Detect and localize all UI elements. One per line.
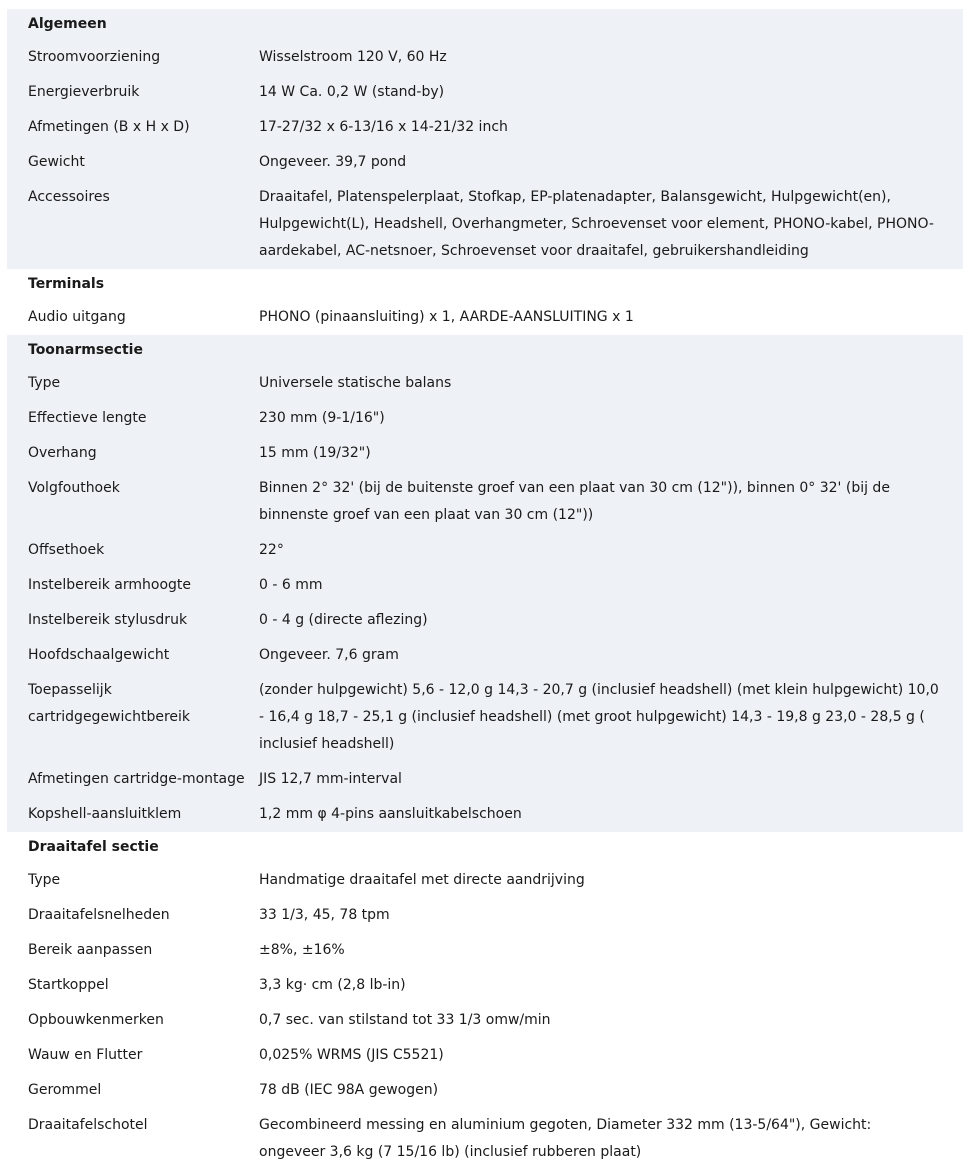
- spec-value: JIS 12,7 mm-interval: [259, 771, 402, 787]
- spec-value: 0,7 sec. van stilstand tot 33 1/3 omw/min: [259, 1012, 551, 1028]
- spec-row: [7, 1073, 963, 1108]
- spec-section: [7, 269, 963, 335]
- spec-value: Ongeveer. 39,7 pond: [259, 154, 407, 170]
- spec-value: Draaitafel, Platenspelerplaat, Stofkap, EP-platenadapter, Balansgewicht, Hulpgewicht(en), Hulpgewicht(L), Headshell, Overhangmeter, Schroevenset voor element, PHONO-kabel, PHONO-aardekabel, AC-netsnoer, Schroevenset voor draaitafel, gebruikershandleiding: [259, 189, 934, 259]
- spec-value: Handmatige draaitafel met directe aandrijving: [259, 872, 585, 888]
- spec-row: [7, 180, 963, 269]
- spec-row: [7, 863, 963, 898]
- spec-row: [7, 75, 963, 110]
- spec-row: [7, 1038, 963, 1073]
- spec-row: [7, 533, 963, 568]
- spec-row: [7, 673, 963, 762]
- spec-row: [7, 933, 963, 968]
- spec-label: Type: [28, 375, 61, 391]
- spec-row: [7, 603, 963, 638]
- spec-section: [7, 335, 963, 832]
- spec-value: 3,3 kg· cm (2,8 lb-in): [259, 977, 406, 993]
- spec-label: Wauw en Flutter: [28, 1047, 143, 1063]
- spec-row: [7, 638, 963, 673]
- spec-row: [7, 300, 963, 335]
- spec-label: Draaitafelsnelheden: [28, 907, 170, 923]
- section-title: Draaitafel sectie: [28, 839, 159, 855]
- spec-value: 230 mm (9-1/16"): [259, 410, 385, 426]
- spec-label: Type: [28, 872, 61, 888]
- spec-value: 15 mm (19/32"): [259, 445, 371, 461]
- spec-value: (zonder hulpgewicht) 5,6 - 12,0 g 14,3 - 20,7 g (inclusief headshell) (met klein hulpgewicht) 10,0 - 16,4 g 18,7 - 25,1 g (inclusief headshell) (met groot hulpgewicht) 14,3 - 19,8 g 23,0 - 28,5 g ( inclusief headshell): [259, 682, 939, 752]
- spec-value: 14 W Ca. 0,2 W (stand-by): [259, 84, 445, 100]
- spec-value: ±8%, ±16%: [259, 942, 345, 958]
- spec-label: Accessoires: [28, 189, 110, 205]
- section-title: Algemeen: [28, 16, 107, 32]
- spec-table: [7, 9, 963, 1170]
- spec-label: Instelbereik armhoogte: [28, 577, 192, 593]
- spec-row: [7, 797, 963, 832]
- spec-label: Stroomvoorziening: [28, 49, 161, 65]
- spec-row: [7, 436, 963, 471]
- spec-row: [7, 968, 963, 1003]
- spec-label: Offsethoek: [28, 542, 105, 558]
- spec-value: Ongeveer. 7,6 gram: [259, 647, 399, 663]
- spec-label: Opbouwkenmerken: [28, 1012, 164, 1028]
- spec-label: Startkoppel: [28, 977, 109, 993]
- spec-value: Universele statische balans: [259, 375, 452, 391]
- spec-label: Gerommel: [28, 1082, 102, 1098]
- spec-label: Instelbereik stylusdruk: [28, 612, 188, 628]
- spec-row: [7, 762, 963, 797]
- spec-value: 78 dB (IEC 98A gewogen): [259, 1082, 439, 1098]
- spec-row: [7, 401, 963, 436]
- spec-label: Bereik aanpassen: [28, 942, 153, 958]
- spec-value: 22°: [259, 542, 284, 558]
- spec-value: 33 1/3, 45, 78 tpm: [259, 907, 390, 923]
- spec-value: 0 - 4 g (directe aflezing): [259, 612, 428, 628]
- spec-row: [7, 1108, 963, 1170]
- spec-row: [7, 366, 963, 401]
- spec-value: 1,2 mm φ 4-pins aansluitkabelschoen: [259, 806, 522, 822]
- spec-row: [7, 1003, 963, 1038]
- spec-label: Afmetingen (B x H x D): [28, 119, 190, 135]
- spec-label: Afmetingen cartridge-montage: [28, 771, 245, 787]
- spec-label: Audio uitgang: [28, 309, 126, 325]
- spec-row: [7, 898, 963, 933]
- spec-label: Gewicht: [28, 154, 85, 170]
- spec-label: Draaitafelschotel: [28, 1117, 148, 1133]
- spec-row: [7, 40, 963, 75]
- spec-value: 0 - 6 mm: [259, 577, 323, 593]
- spec-value: PHONO (pinaansluiting) x 1, AARDE-AANSLUITING x 1: [259, 309, 634, 325]
- spec-row: [7, 145, 963, 180]
- spec-label: Energieverbruik: [28, 84, 140, 100]
- spec-row: [7, 471, 963, 533]
- spec-value: 0,025% WRMS (JIS C5521): [259, 1047, 444, 1063]
- spec-row: [7, 568, 963, 603]
- spec-label: Volgfouthoek: [28, 480, 120, 496]
- section-title: Toonarmsectie: [28, 342, 143, 358]
- spec-label: Hoofdschaalgewicht: [28, 647, 170, 663]
- spec-label: Toepasselijk cartridgegewichtbereik: [28, 682, 191, 725]
- spec-value: Wisselstroom 120 V, 60 Hz: [259, 49, 447, 65]
- spec-value: Gecombineerd messing en aluminium gegoten, Diameter 332 mm (13-5/64"), Gewicht: ongeveer 3,6 kg (7 15/16 lb) (inclusief rubberen plaat): [259, 1117, 872, 1160]
- spec-value: Binnen 2° 32' (bij de buitenste groef van een plaat van 30 cm (12")), binnen 0° 32' (bij de binnenste groef van een plaat van 30 cm (12")): [259, 480, 890, 523]
- spec-section: [7, 9, 963, 269]
- spec-row: [7, 110, 963, 145]
- spec-label: Effectieve lengte: [28, 410, 147, 426]
- spec-label: Kopshell-aansluitklem: [28, 806, 182, 822]
- spec-label: Overhang: [28, 445, 97, 461]
- spec-section: [7, 832, 963, 1170]
- spec-value: 17-27/32 x 6-13/16 x 14-21/32 inch: [259, 119, 508, 135]
- section-title: Terminals: [28, 276, 105, 292]
